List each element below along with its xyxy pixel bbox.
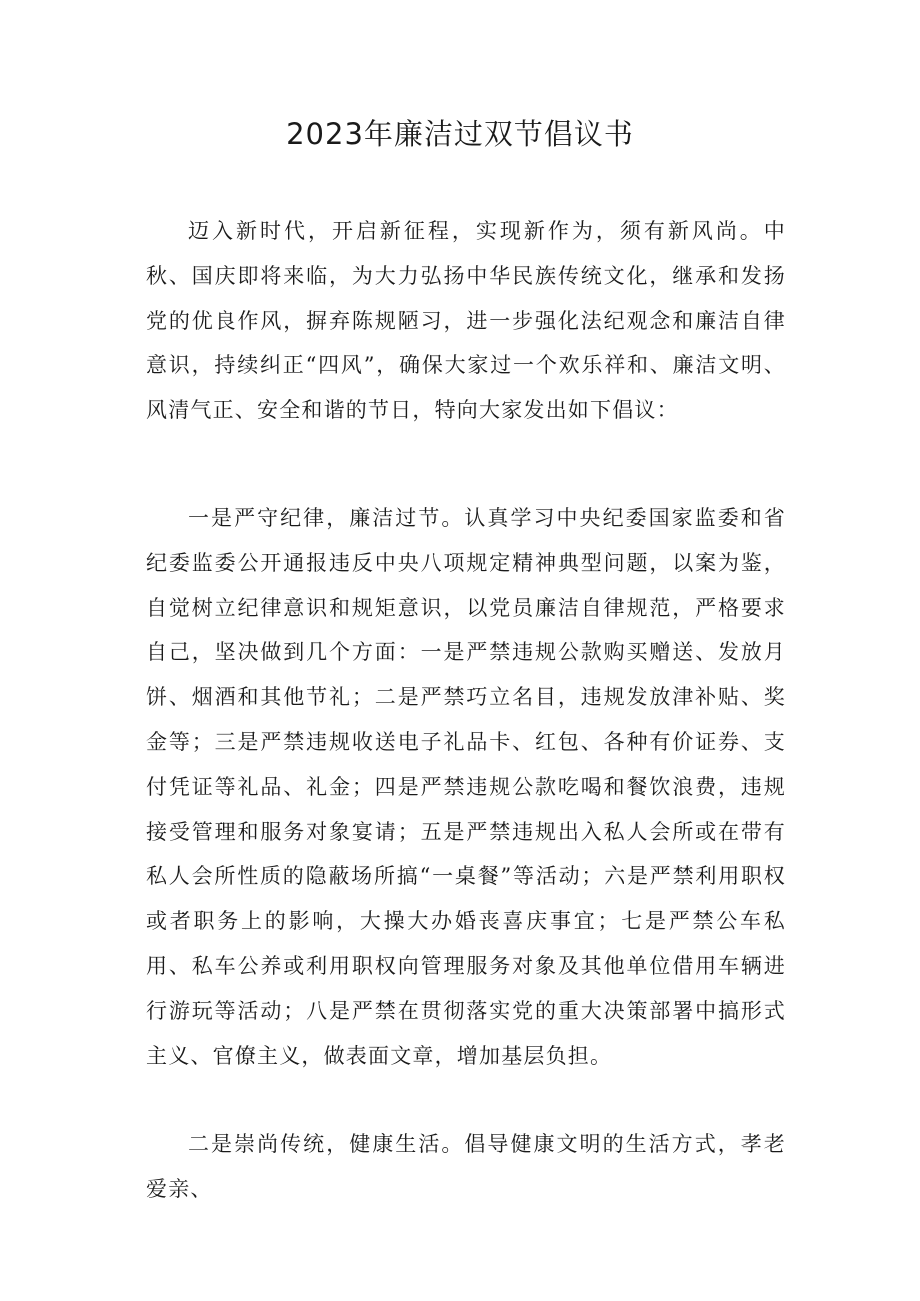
document-title: 2023年廉洁过双节倡议书: [286, 117, 634, 151]
paragraph-tradition: 二是崇尚传统，健康生活。倡导健康文明的生活方式，孝老爱亲、: [146, 1132, 786, 1201]
paragraph-discipline: 一是严守纪律，廉洁过节。认真学习中央纪委国家监委和省纪委监委公开通报违反中央八项规定精神典型问题，以案为鉴，自觉树立纪律意识和规矩意识，以党员廉洁自律规范，严格要求自己，坚决做到几个方面：一是严禁违规公款购买赠送、发放月饼、烟酒和其他节礼；二是严禁巧立名目，违规发放津补贴、奖金等；三是严禁违规收送电子礼品卡、红包、各种有价证券、支付凭证等礼品、礼金；四是严禁违规公款吃喝和餐饮浪费，违规接受管理和服务对象宴请；五是严禁违规出入私人会所或在带有私人会所性质的隐蔽场所搞“一桌餐”等活动；六是严禁利用职权或者职务上的影响，大操大办婚丧喜庆事宜；七是严禁公车私用、私车公养或利用职权向管理服务对象及其他单位借用车辆进行游玩等活动；八是严禁在贯彻落实党的重大决策部署中搞形式主义、官僚主义，做表面文章，增加基层负担。: [146, 506, 786, 1068]
paragraph-intro: 迈入新时代，开启新征程，实现新作为，须有新风尚。中秋、国庆即将来临，为大力弘扬中华民族传统文化，继承和发扬党的优良作风，摒弃陈规陋习，进一步强化法纪观念和廉洁自律意识，持续纠正“四风”，确保大家过一个欢乐祥和、廉洁文明、风清气正、安全和谐的节日，特向大家发出如下倡议：: [146, 219, 786, 423]
